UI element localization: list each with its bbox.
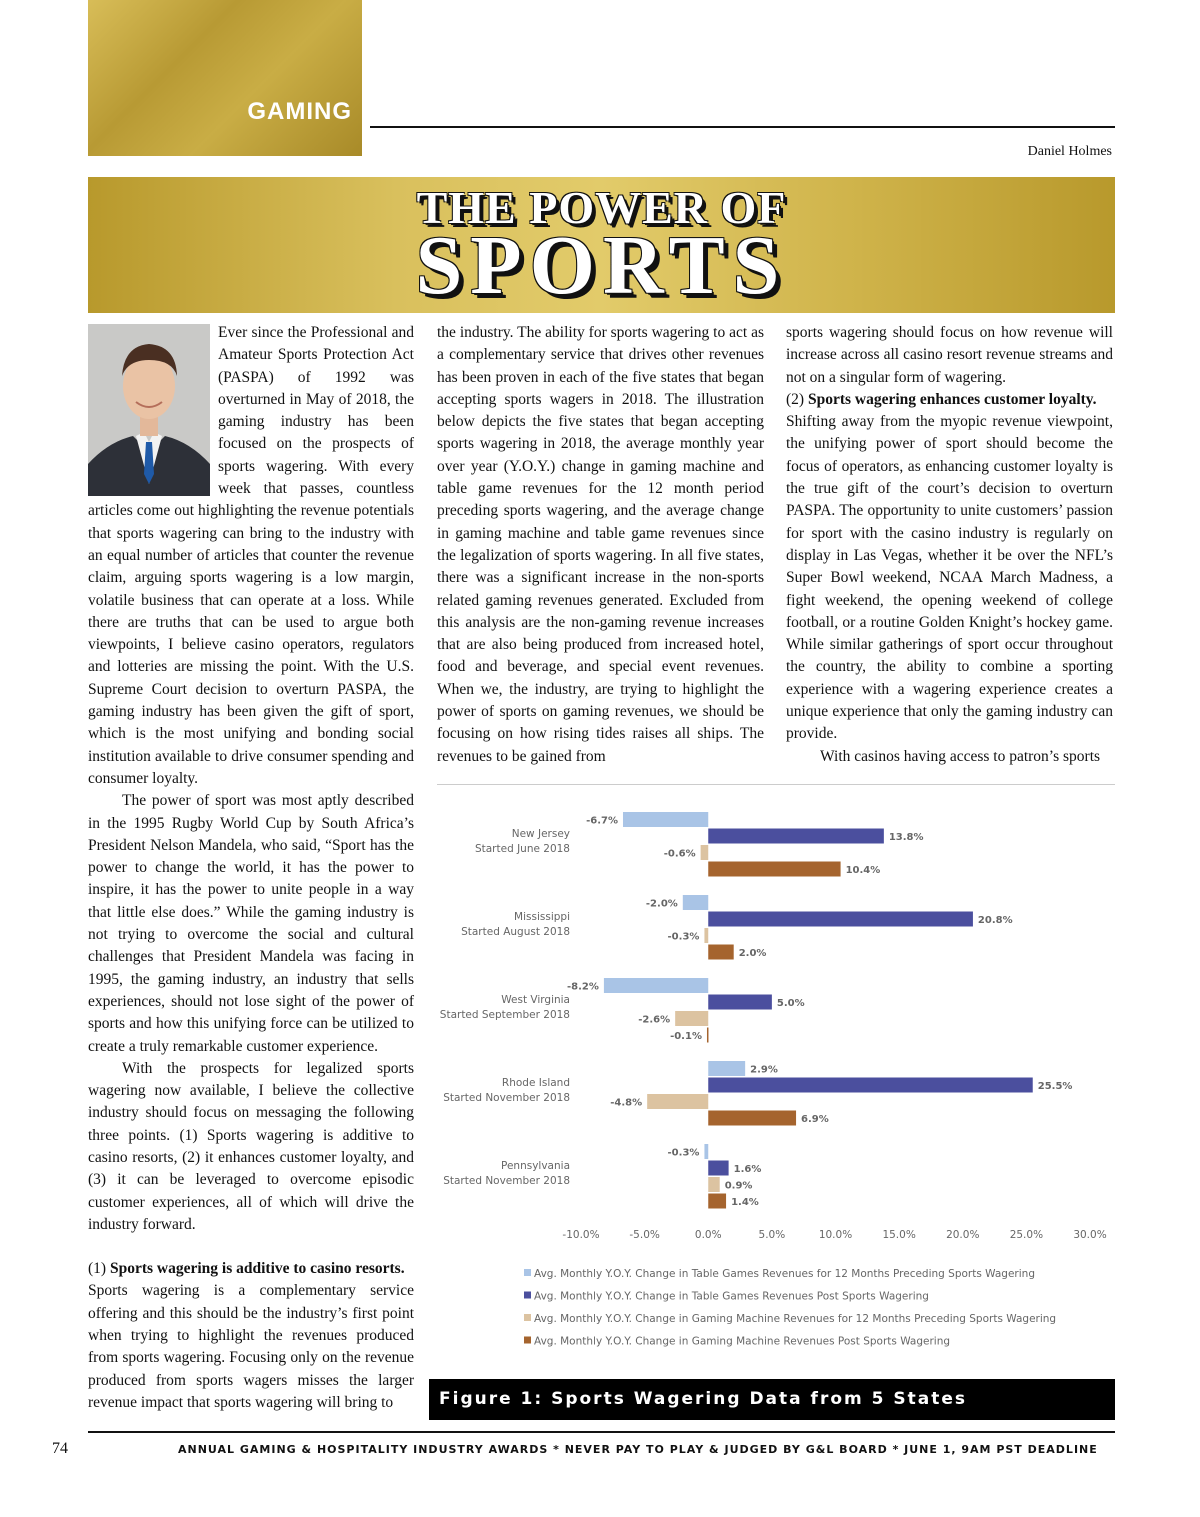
data-label: 20.8% xyxy=(977,915,1013,926)
chart-bar xyxy=(708,1161,728,1176)
legend-swatch xyxy=(524,1314,531,1321)
chart-bar xyxy=(708,1078,1032,1093)
page-number: 74 xyxy=(52,1440,68,1457)
title-line-2: SPORTS xyxy=(415,219,788,312)
chart-top-rule xyxy=(437,784,1115,785)
subhead-2 xyxy=(786,389,1113,411)
category-label: Pennsylvania xyxy=(501,1160,570,1172)
data-label: -2.0% xyxy=(645,898,678,910)
category-label: West Virginia xyxy=(501,994,570,1006)
data-label: -0.3% xyxy=(667,931,700,943)
data-label: 0.9% xyxy=(724,1180,753,1192)
data-label: 6.9% xyxy=(801,1114,829,1125)
col1-paragraph-1: Ever since the Professional and Amateur Sports Protection Act (PASPA) of 1992 was overturned in May of 2018, the gaming industry has been focused on the prospects of sports wagering. With every week that passes, countless articles come out highlighting the revenue potentials that sports wagering can bring to the industry with an equal number of articles that counter the revenue claim, arguing sports wagering is a low margin, volatile business that can operate at a loss. While there are truths that can be used to argue both viewpoints, I believe casino operators, regulators and lotteries are missing the point. With the U.S. Supreme Court decision to overturn PASPA, the gaming industry has been given the gift of sport, which is the most unifying and bonding social institution available to drive consumer spending and consumer loyalty. xyxy=(88,324,414,787)
author-photo xyxy=(88,324,210,496)
x-tick-label: 25.0% xyxy=(1009,1229,1044,1241)
data-label: -4.8% xyxy=(610,1097,643,1109)
category-label: Mississippi xyxy=(514,911,570,923)
article-column-2 xyxy=(437,322,764,768)
author-byline: Daniel Holmes xyxy=(1027,144,1112,159)
legend-swatch xyxy=(524,1269,531,1276)
chart-bar xyxy=(707,1028,709,1043)
data-label: 5.0% xyxy=(776,998,805,1009)
col1-paragraph-2: The power of sport was most aptly described in the 1995 Rugby World Cup by South Africa’s President Nelson Mandela, who said, “Sport has the power to change the world, it has the power to inspire, it has the power to unite people in a way that little else does.” While the gaming industry is not trying to overcome the social and cultural challenges that President Mandela was facing in 1995, the gaming industry, an industry that sells experiences, should not lose sight of the power of sports and how this unifying force can be utilized to create a truly remarkable customer experience. xyxy=(88,792,414,1055)
legend-label: Avg. Monthly Y.O.Y. Change in Gaming Machine Revenues Post Sports Wagering xyxy=(534,1335,951,1348)
sports-wagering-chart xyxy=(437,790,1115,1375)
data-label: -0.1% xyxy=(670,1031,702,1042)
chart-bar xyxy=(701,845,709,860)
subhead-2-number: (2) xyxy=(786,390,808,408)
x-tick-label: 20.0% xyxy=(946,1229,980,1241)
chart-bar xyxy=(675,1011,708,1026)
chart-bar xyxy=(604,978,708,993)
chart-bar xyxy=(704,928,708,943)
data-label: 25.5% xyxy=(1037,1081,1073,1092)
data-label: 10.4% xyxy=(845,865,881,876)
data-label: 1.6% xyxy=(733,1164,762,1175)
footer-rule xyxy=(88,1431,1115,1433)
data-label: 2.9% xyxy=(750,1064,778,1076)
legend-label: Avg. Monthly Y.O.Y. Change in Table Games Revenues Post Sports Wagering xyxy=(534,1290,929,1303)
x-tick-label: 5.0% xyxy=(758,1229,786,1241)
subhead-1-text: Sports wagering is additive to casino resorts. xyxy=(109,1260,405,1278)
x-tick-label: 30.0% xyxy=(1073,1229,1107,1241)
category-label: Rhode Island xyxy=(501,1077,570,1089)
title-line-1: THE POWER OF xyxy=(416,182,787,233)
data-label: -0.6% xyxy=(663,848,696,860)
x-tick-label: -5.0% xyxy=(629,1229,660,1241)
col2-paragraph-1: the industry. The ability for sports wagering to act as a complementary service that drives other revenues has been proven in each of the five states that began accepting sports wagers in 2018. The illustration below depicts the five states that began accepting sports wagering in 2018, the average monthly year over year (Y.O.Y.) change in gaming machine and table game revenues for the 12 month period preceding sports wagering, and the average change in gaming machine and table game revenues since the legalization of sports wagering. In all five states, there was a significant increase in the non-sports related gaming revenues generated. Excluded from this analysis are the non-gaming revenue increases that are also being produced from increased hotel, food and beverage, and special event revenues. When we, the industry, are trying to highlight the power of sports on gaming revenues, we should be focusing on how rising tides raises all ships. The revenues to be gained from xyxy=(437,324,764,765)
subhead-1-number: (1) xyxy=(88,1260,110,1278)
x-tick-label: 0.0% xyxy=(694,1229,722,1241)
chart-bar xyxy=(683,895,708,910)
data-label: 2.0% xyxy=(738,948,767,959)
x-tick-label: 10.0% xyxy=(818,1229,853,1241)
legend-swatch xyxy=(524,1292,531,1299)
chart-bar xyxy=(708,912,973,927)
category-label: Started September 2018 xyxy=(439,1009,570,1021)
data-label: 13.8% xyxy=(888,832,924,843)
section-tab xyxy=(88,0,362,156)
category-label: Started August 2018 xyxy=(461,926,570,938)
col1-paragraph-3: With the prospects for legalized sports wagering now available, I believe the collective industry should focus on messaging the following three points. (1) Sports wagering is additive to casino resorts, (2) it enhances customer loyalty, and (3) it can be leveraged to overcome episodic customer experiences, all of which will drive the industry forward. xyxy=(88,1059,414,1233)
category-label: Started June 2018 xyxy=(474,843,570,855)
col3-paragraph-2: Shifting away from the myopic revenue viewpoint, the unifying power of sport should become the focus of operators, as enhancing customer loyalty is the true gift of the court’s decision to overturn PASPA. The opportunity to unite customers’ passion for sport with the casino industry is regularly on display in Las Vegas, whether it be over the NFL’s Super Bowl weekend, NCAA March Madness, a fight weekend, the opening weekend of college football, or a routine Golden Knight’s hockey game. While similar gatherings of sport occur throughout the country, the ability to combine a sporting experience with a wagering experience creates a unique experience that only the gaming industry can provide. xyxy=(786,413,1113,743)
chart-bar xyxy=(708,1111,796,1126)
col3-paragraph-3: With casinos having access to patron’s sports xyxy=(820,747,1101,765)
data-label: -2.6% xyxy=(638,1014,671,1026)
subhead-2-text: Sports wagering enhances customer loyalty. xyxy=(807,390,1097,408)
chart-bar xyxy=(708,1177,719,1192)
data-label: 1.4% xyxy=(731,1197,759,1208)
legend-label: Avg. Monthly Y.O.Y. Change in Table Games Revenues for 12 Months Preceding Sports Wagering xyxy=(534,1268,1035,1280)
legend-swatch xyxy=(524,1337,531,1344)
col1-paragraph-4: Sports wagering is a complementary service offering and this should be the industry’s first point when trying to highlight the revenues produced from sports wagering. Focusing only on the revenue produced from sports wagers misses the larger revenue impact that sports wagering will bring to xyxy=(88,1282,414,1411)
article-column-1 xyxy=(88,322,414,1414)
chart-bar xyxy=(708,1061,745,1076)
figure-caption: Figure 1: Sports Wagering Data from 5 States xyxy=(429,1379,1115,1420)
data-label: -6.7% xyxy=(586,815,618,827)
chart-svg xyxy=(437,790,1115,1375)
chart-bar xyxy=(623,812,708,827)
footer-text: ANNUAL GAMING & HOSPITALITY INDUSTRY AWARDS * NEVER PAY TO PLAY & JUDGED BY G&L BOARD * JUNE 1, 9AM PST DEADLINE xyxy=(178,1443,1098,1456)
legend-label: Avg. Monthly Y.O.Y. Change in Gaming Machine Revenues for 12 Months Preceding Sports Wagering xyxy=(534,1313,1057,1325)
chart-bar xyxy=(708,829,884,844)
title-banner xyxy=(88,177,1115,313)
chart-bar xyxy=(708,1194,726,1209)
chart-bar xyxy=(647,1094,708,1109)
category-label: Started November 2018 xyxy=(443,1175,570,1187)
x-tick-label: -10.0% xyxy=(562,1229,600,1241)
chart-bar xyxy=(708,862,840,877)
subhead-1 xyxy=(88,1258,414,1280)
category-label: New Jersey xyxy=(511,828,570,840)
chart-bar xyxy=(704,1144,708,1159)
header-rule xyxy=(370,126,1115,128)
col1-spacer xyxy=(88,1236,414,1258)
col3-paragraph-1: sports wagering should focus on how revenue will increase across all casino resort revenue streams and not on a singular form of wagering. xyxy=(786,324,1113,386)
data-label: -0.3% xyxy=(667,1147,700,1159)
section-label: GAMING xyxy=(247,98,352,125)
chart-bar xyxy=(708,995,772,1010)
article-column-3 xyxy=(786,322,1113,768)
category-label: Started November 2018 xyxy=(443,1092,570,1104)
x-tick-label: 15.0% xyxy=(882,1229,916,1241)
chart-bar xyxy=(708,945,733,960)
data-label: -8.2% xyxy=(567,981,599,993)
